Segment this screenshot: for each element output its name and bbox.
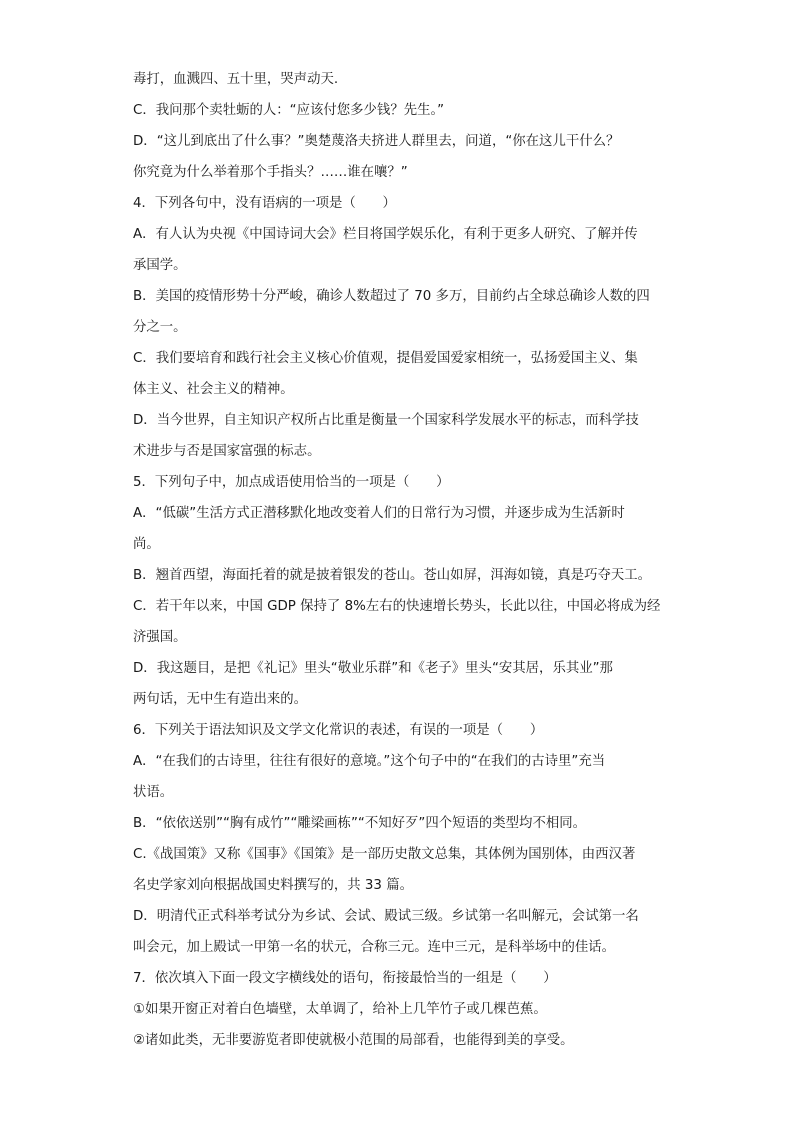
text-line: 名史学家刘向根据战国史料撰写的，共 33 篇。 — [133, 878, 413, 893]
option-a-line: A．“在我们的古诗里，往往有很好的意境。”这个句子中的“在我们的古诗里”充当 — [133, 754, 606, 769]
option-c-line: C．若干年以来，中国 GDP 保持了 8%左右的快速增长势头，长此以往，中国必将成为经 — [133, 599, 661, 614]
option-a-line: A．有人认为央视《中国诗词大会》栏目将国学娱乐化，有利于更多人研究、了解并传 — [133, 227, 638, 242]
numbered-sentence-2: ②诸如此类，无非要游览者即使就极小范围的局部看，也能得到美的享受。 — [133, 1033, 574, 1048]
text-line: 济强国。 — [133, 630, 187, 645]
option-c-line: C．我们要培育和践行社会主义核心价值观，提倡爱国爱家相统一，弘扬爱国主义、集 — [133, 351, 638, 366]
question-4-stem: 4．下列各句中，没有语病的一项是（ ） — [133, 196, 396, 211]
option-d-line: D．当今世界，自主知识产权所占比重是衡量一个国家科学发展水平的标志，而科学技 — [133, 413, 639, 428]
question-6-stem: 6．下列关于语法知识及文学文化常识的表述，有误的一项是（ ） — [133, 723, 544, 738]
text-line: 两句话，无中生有造出来的。 — [133, 692, 308, 707]
text-line: 体主义、社会主义的精神。 — [133, 382, 294, 397]
text-line: 术进步与否是国家富强的标志。 — [133, 444, 321, 459]
text-line: 尚。 — [133, 537, 160, 552]
option-d-line: D．“这儿到底出了什么事？”奥楚蔑洛夫挤进人群里去，问道，“你在这儿干什么？ — [133, 134, 620, 149]
text-line: 叫会元，加上殿试一甲第一名的状元，合称三元。连中三元，是科举场中的佳话。 — [133, 940, 616, 955]
option-d-line: D．我这题目，是把《礼记》里头“敬业乐群”和《老子》里头“安其居，乐其业”那 — [133, 661, 613, 676]
question-5-stem: 5．下列句子中，加点成语使用恰当的一项是（ ） — [133, 475, 450, 490]
option-b-line: B．美国的疫情形势十分严峻，确诊人数超过了 70 多万，目前约占全球总确诊人数的四 — [133, 289, 650, 304]
option-b-line: B．翘首西望，海面托着的就是披着银发的苍山。苍山如屏，洱海如镜，真是巧夺天工。 — [133, 568, 652, 583]
option-c-line: C．我问那个卖牡蛎的人：“应该付您多少钱？先生。” — [133, 103, 445, 118]
document-body — [133, 64, 668, 1056]
option-c-line: C.《战国策》又称《国事》《国策》是一部历史散文总集，其体例为国别体，由西汉著 — [133, 847, 636, 862]
text-line: 分之一。 — [133, 320, 187, 335]
text-line: 毒打，血溅四、五十里，哭声动天. — [133, 72, 339, 87]
text-line: 承国学。 — [133, 258, 187, 273]
option-b-line: B．“依依送别”“胸有成竹”“雕梁画栋”“不知好歹”四个短语的类型均不相同。 — [133, 816, 587, 831]
option-d-line: D．明清代正式科举考试分为乡试、会试、殿试三级。乡试第一名叫解元，会试第一名 — [133, 909, 639, 924]
text-line: 你究竟为什么举着那个手指头？……谁在嚷？” — [133, 165, 408, 180]
question-7-stem: 7．依次填入下面一段文字横线处的语句，衔接最恰当的一组是（ ） — [133, 971, 557, 986]
numbered-sentence-1: ①如果开窗正对着白色墙壁，太单调了，给补上几竿竹子或几棵芭蕉。 — [133, 1002, 547, 1017]
text-line: 状语。 — [133, 785, 174, 800]
option-a-line: A．“低碳”生活方式正潜移默化地改变着人们的日常行为习惯，并逐步成为生活新时 — [133, 506, 625, 521]
